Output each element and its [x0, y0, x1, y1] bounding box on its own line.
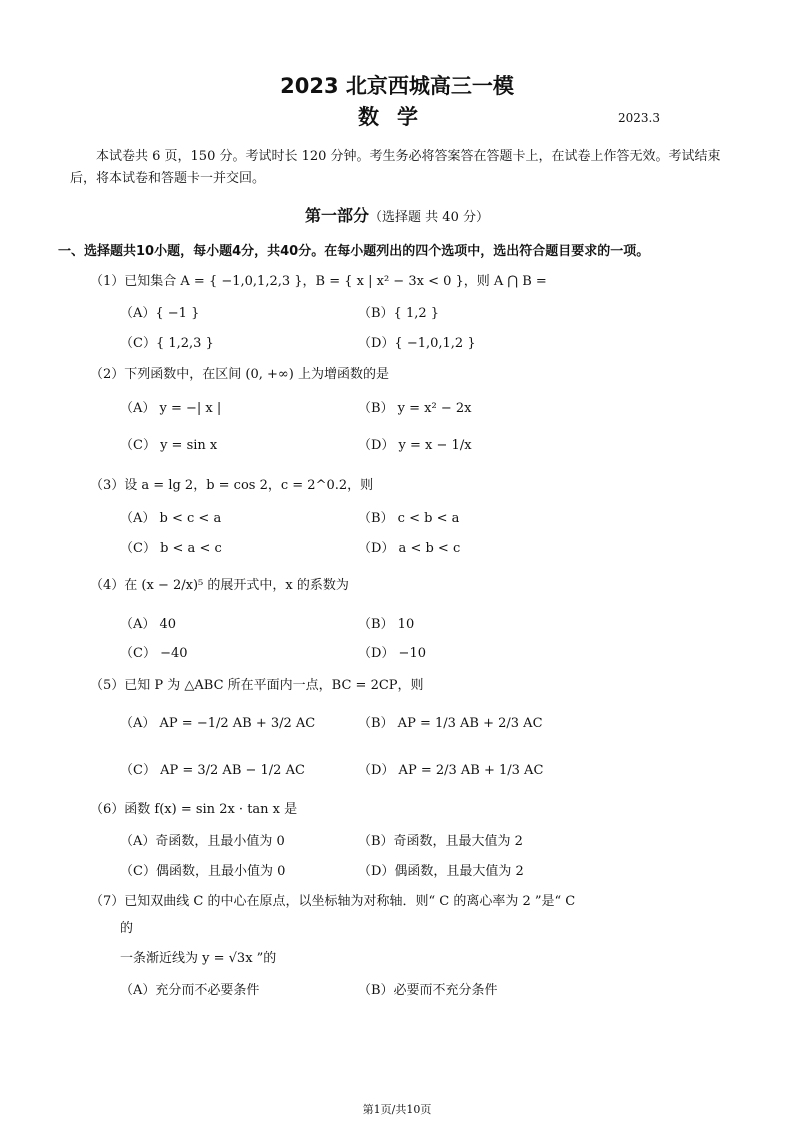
- option-a: （A）奇函数，且最小值为 0: [120, 834, 285, 849]
- part-heading: [0, 203, 794, 226]
- option-b: （B） c < b < a: [358, 511, 460, 526]
- option-d: （D） y = x − 1/x: [358, 438, 472, 453]
- subject-title: 数学: [358, 105, 436, 129]
- question-number: （5）: [90, 678, 125, 693]
- option-c: （C） AP = 3/2 AB − 1/2 AC: [120, 763, 305, 778]
- option-b: （B）必要而不充分条件: [358, 983, 498, 998]
- question-1: [90, 270, 547, 289]
- page-footer: 第1页/共10页: [362, 1103, 432, 1116]
- option-a: （A） b < c < a: [120, 511, 222, 526]
- part-note: （选择题 共 40 分）: [369, 210, 489, 225]
- option-b: （B） y = x² − 2x: [358, 401, 472, 416]
- question-text: 设 a = lg 2，b = cos 2，c = 2^0.2，则: [124, 478, 374, 493]
- option-d: （D）{ −1,0,1,2 }: [358, 336, 476, 351]
- option-a: （A） 40: [120, 617, 177, 632]
- option-d: （D） a < b < c: [358, 541, 461, 556]
- option-b: （B）奇函数，且最大值为 2: [358, 834, 523, 849]
- question-text-continued: 的: [120, 921, 134, 936]
- question-number: （1）: [90, 274, 125, 289]
- exam-date: 2023.3: [618, 111, 660, 125]
- option-c: （C） b < a < c: [120, 541, 222, 556]
- question-number: （7）: [90, 894, 125, 909]
- question-text: 在 (x − 2/x)⁵ 的展开式中，x 的系数为: [124, 578, 349, 593]
- question-4: [90, 574, 349, 593]
- option-d: （D）偶函数，且最大值为 2: [358, 864, 524, 879]
- option-b: （B） AP = 1/3 AB + 2/3 AC: [358, 716, 543, 731]
- option-d: （D） AP = 2/3 AB + 1/3 AC: [358, 763, 544, 778]
- question-3: [90, 474, 373, 493]
- question-text: 已知 P 为 △ABC 所在平面内一点，BC = 2CP，则: [124, 678, 424, 693]
- question-text: 下列函数中，在区间 (0, +∞) 上为增函数的是: [124, 367, 389, 382]
- part-title: 第一部分: [305, 206, 370, 225]
- option-c: （C）{ 1,2,3 }: [120, 336, 214, 351]
- option-a: （A）充分而不必要条件: [120, 983, 260, 998]
- option-a: （A）{ −1 }: [120, 306, 200, 321]
- question-text: 已知集合 A = { −1,0,1,2,3 }，B = { x | x² − 3x < 0 }，则 A ⋂ B =: [124, 274, 547, 289]
- section-heading: 一、选择题共10小题，每小题4分，共40分。在每小题列出的四个选项中，选出符合题目要求的一项。: [58, 244, 650, 259]
- option-d: （D） −10: [358, 646, 426, 661]
- exam-title: 2023 北京西城高三一模: [280, 74, 514, 98]
- question-number: （3）: [90, 478, 125, 493]
- question-text: 函数 f(x) = sin 2x · tan x 是: [124, 802, 298, 817]
- option-c: （C）偶函数，且最小值为 0: [120, 864, 286, 879]
- question-text: 已知双曲线 C 的中心在原点，以坐标轴为对称轴．则“ C 的离心率为 2 ”是“ C: [124, 894, 576, 909]
- question-6: [90, 798, 297, 817]
- option-c: （C） −40: [120, 646, 188, 661]
- option-c: （C） y = sin x: [120, 438, 218, 453]
- question-number: （2）: [90, 367, 125, 382]
- question-text-continued: 一条渐近线为 y = √3x ”的: [120, 951, 277, 966]
- question-7: [90, 890, 575, 909]
- question-2: [90, 363, 389, 382]
- question-5: [90, 674, 424, 693]
- option-a: （A） y = −| x |: [120, 401, 222, 416]
- option-b: （B） 10: [358, 617, 415, 632]
- question-number: （6）: [90, 802, 125, 817]
- question-number: （4）: [90, 578, 125, 593]
- option-b: （B）{ 1,2 }: [358, 306, 440, 321]
- option-a: （A） AP = −1/2 AB + 3/2 AC: [120, 716, 316, 731]
- intro-text: 本试卷共 6 页，150 分。考试时长 120 分钟。考生务必将答案答在答题卡上，在试卷上作答无效。考试结束后，将本试卷和答题卡一并交回。: [70, 149, 721, 186]
